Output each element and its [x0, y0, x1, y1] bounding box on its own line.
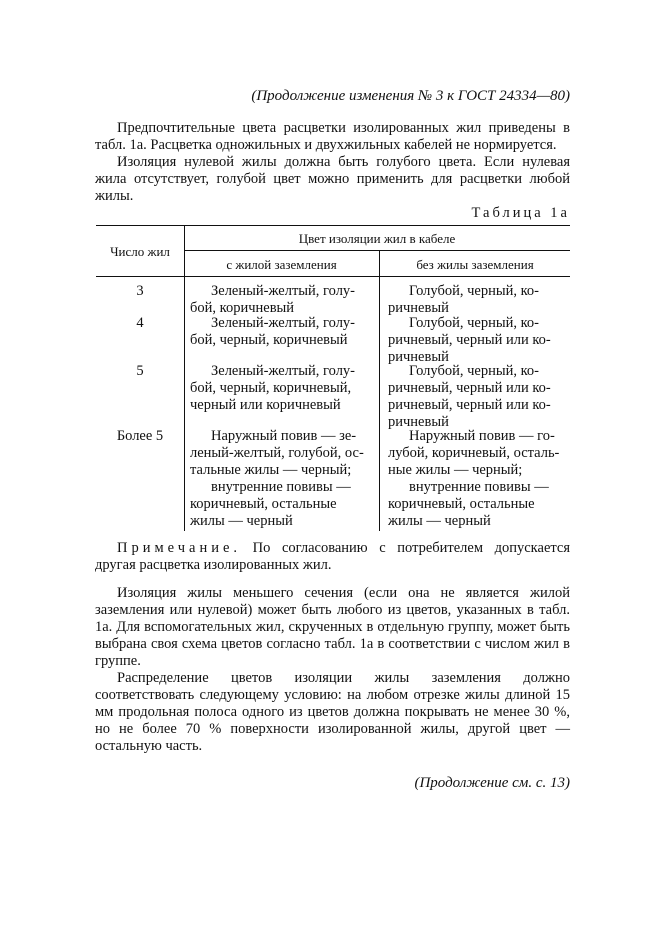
cell-line: внутренние повивы —: [211, 479, 351, 495]
header-color-group: Цвет изоляции жил в кабеле: [298, 231, 456, 246]
table-top-rule: [96, 225, 570, 226]
cell-line: Зеленый-желтый, голу-: [211, 283, 356, 299]
cell-line: внутренние повивы —: [409, 479, 549, 495]
cell-line: коричневый, остальные: [388, 496, 535, 512]
cell-without-ground: [388, 283, 566, 317]
cell-with-ground: [190, 283, 370, 317]
cell-line: Голубой, черный, ко-: [409, 315, 539, 331]
cell-line: ричневый, черный или ко-: [388, 332, 551, 348]
page-header: (Продолжение изменения № 3 к ГОСТ 24334—80): [251, 88, 570, 104]
cell-line: Наружный повив — зе-: [211, 428, 357, 444]
cell-line: ные жилы — черный;: [388, 462, 523, 478]
cell-line: лубой, коричневый, осталь-: [388, 445, 560, 461]
cell-with-ground: [190, 428, 370, 530]
paragraph-preferred-colors: Предпочтительные цвета расцветки изолированных жил приведены в табл. 1а. Расцветка одножильных и двухжильных кабелей не нормируется.: [95, 120, 570, 153]
paragraph-small-section: Изоляция жилы меньшего сечения (если она не является жилой заземления или нулевой) может быть любого из цветов, указанных в табл. 1а. Для вспомогательных жил, скрученных в отдельную группу, может быть выбрана своя схема цветов согласно табл. 1а в соответствии с числом жил в группе.: [95, 585, 570, 669]
cell-without-ground: [388, 315, 566, 366]
cell-line: леный-желтый, голубой, ос-: [190, 445, 364, 461]
note-label: Примечание.: [117, 540, 242, 556]
cell-line: ричневый: [388, 300, 449, 316]
cell-line: Наружный повив — го-: [409, 428, 555, 444]
header-without-ground: без жилы заземления: [416, 257, 534, 272]
cell-line: ричневый: [388, 349, 449, 365]
cell-line: Голубой, черный, ко-: [409, 363, 539, 379]
header-with-ground: с жилой заземления: [226, 257, 337, 272]
cell-line: бой, черный, коричневый,: [190, 380, 352, 396]
cell-line: Зеленый-желтый, голу-: [211, 315, 356, 331]
row-count: 5: [136, 363, 144, 379]
table-group-rule: [184, 250, 570, 251]
cell-line: Голубой, черный, ко-: [409, 283, 539, 299]
table-title: Таблица 1а: [471, 205, 570, 221]
cell-line: коричневый, остальные: [190, 496, 337, 512]
row-count: 3: [136, 283, 144, 299]
cell-with-ground: [190, 315, 370, 349]
cell-line: ричневый, черный или ко-: [388, 397, 551, 413]
cell-without-ground: [388, 428, 566, 530]
paragraph-neutral-core: Изоляция нулевой жилы должна быть голубого цвета. Если нулевая жила отсутствует, голубой цвет можно применить для расцветки любой жилы.: [95, 154, 570, 204]
cell-line: жилы — черный: [190, 513, 293, 529]
cell-line: тальные жилы — черный;: [190, 462, 352, 478]
header-core-count: Число жил: [110, 244, 170, 259]
note-text: По согласованию с потребителем допускается другая расцветка изолированных жил.: [95, 540, 570, 573]
row-count: Более 5: [116, 428, 164, 444]
cell-line: жилы — черный: [388, 513, 491, 529]
table-header-rule: [96, 276, 570, 277]
cell-line: бой, коричневый: [190, 300, 295, 316]
table-divider-2: [379, 250, 380, 531]
table-note: [95, 540, 570, 574]
cell-line: черный или коричневый: [190, 397, 341, 413]
paragraph-ground-distribution: Распределение цветов изоляции жилы заземления должно соответствовать следующему условию: на любом отрезке жилы длиной 15 мм продольная полоса одного из цветов должна покрывать не менее 30 %, но не более 70 % поверхности изолированной жилы, другой цвет — остальную часть.: [95, 670, 570, 754]
cell-without-ground: [388, 363, 566, 431]
page-footer: (Продолжение см. с. 13): [414, 775, 570, 791]
cell-line: ричневый, черный или ко-: [388, 380, 551, 396]
row-count: 4: [136, 315, 144, 331]
cell-line: Зеленый-желтый, голу-: [211, 363, 356, 379]
cell-with-ground: [190, 363, 370, 414]
cell-line: ричневый: [388, 414, 449, 430]
cell-line: бой, черный, коричневый: [190, 332, 348, 348]
